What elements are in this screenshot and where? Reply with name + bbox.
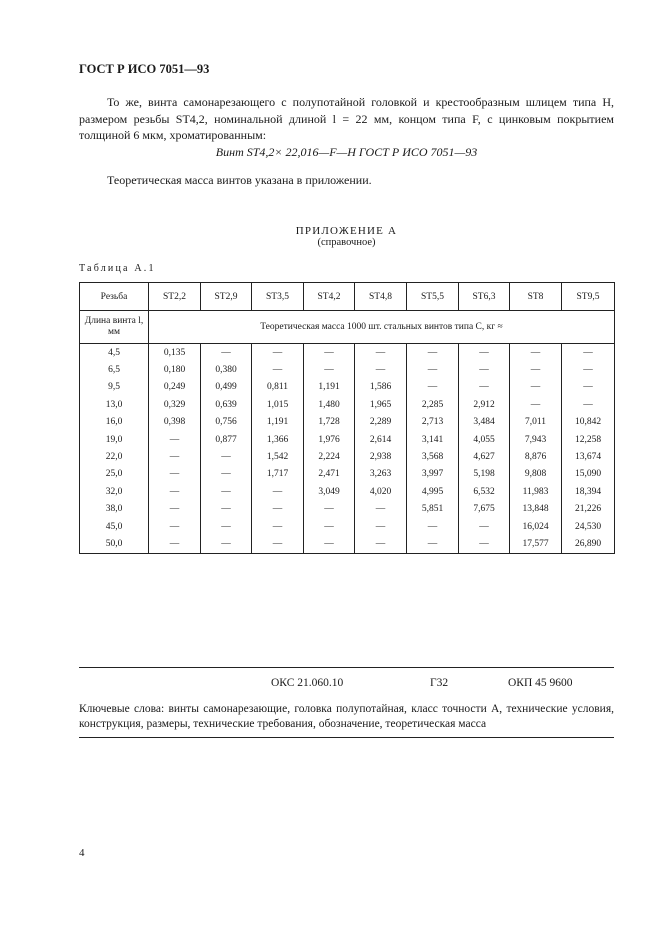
mass-cell: — — [510, 379, 562, 396]
mass-cell: 0,398 — [149, 414, 201, 431]
mass-cell: — — [149, 501, 201, 518]
mass-cell: 7,011 — [510, 414, 562, 431]
thread-column-header: ST2,9 — [201, 283, 252, 311]
table-row — [80, 414, 615, 431]
mass-cell: — — [459, 379, 510, 396]
table-row — [80, 448, 615, 465]
mass-cell: — — [149, 448, 201, 465]
mass-cell: 0,877 — [201, 431, 252, 448]
mass-cell: 1,366 — [252, 431, 304, 448]
table-row — [80, 535, 615, 553]
mass-cell: — — [252, 501, 304, 518]
mass-cell: — — [355, 344, 407, 362]
mass-cell: 1,976 — [304, 431, 355, 448]
mass-cell: — — [252, 535, 304, 553]
mass-cell: 5,851 — [407, 501, 459, 518]
mass-cell: — — [149, 518, 201, 535]
mass-cell: 26,890 — [562, 535, 615, 553]
mass-cell: — — [355, 361, 407, 378]
thread-size-header: Резьба — [80, 283, 149, 311]
mass-cell: 18,394 — [562, 483, 615, 500]
length-cell: 19,0 — [80, 431, 149, 448]
appendix-reference-note: Теоретическая масса винтов указана в приложении. — [107, 173, 372, 187]
length-cell: 38,0 — [80, 501, 149, 518]
mass-cell: 1,480 — [304, 396, 355, 413]
mass-cell: — — [304, 344, 355, 362]
mass-cell: — — [252, 361, 304, 378]
table-row — [80, 344, 615, 362]
table-row — [80, 501, 615, 518]
length-cell: 9,5 — [80, 379, 149, 396]
mass-cell: 0,499 — [201, 379, 252, 396]
mass-cell: — — [355, 501, 407, 518]
table-row — [80, 379, 615, 396]
mass-cell: — — [201, 501, 252, 518]
mass-cell: — — [510, 361, 562, 378]
mass-cell: — — [201, 448, 252, 465]
mass-cell: — — [201, 518, 252, 535]
mass-cell: 13,674 — [562, 448, 615, 465]
mass-cell: — — [562, 344, 615, 362]
mass-cell: — — [304, 518, 355, 535]
designation-formula: Винт ST4,2× 22,016—F—H ГОСТ Р ИСО 7051—93 — [215, 145, 478, 159]
length-cell: 32,0 — [80, 483, 149, 500]
appendix-title: ПРИЛОЖЕНИЕ А — [295, 225, 398, 237]
mass-cell: 21,226 — [562, 501, 615, 518]
mass-cell: — — [201, 344, 252, 362]
mass-cell: — — [510, 344, 562, 362]
mass-cell: 0,329 — [149, 396, 201, 413]
oks-code: ОКС 21.060.10 — [271, 677, 344, 689]
mass-cell: 4,995 — [407, 483, 459, 500]
mass-cell: 1,728 — [304, 414, 355, 431]
mass-cell: — — [149, 535, 201, 553]
length-cell: 16,0 — [80, 414, 149, 431]
footer-bottom-rule — [79, 737, 614, 738]
length-cell: 45,0 — [80, 518, 149, 535]
mass-cell: — — [252, 518, 304, 535]
thread-column-header: ST4,8 — [355, 283, 407, 311]
thread-column-header: ST4,2 — [304, 283, 355, 311]
mass-cell: — — [459, 518, 510, 535]
length-cell: 50,0 — [80, 535, 149, 553]
length-cell: 4,5 — [80, 344, 149, 362]
mass-cell: 0,135 — [149, 344, 201, 362]
table-subheader-row — [80, 311, 615, 344]
mass-cell: 0,249 — [149, 379, 201, 396]
mass-cell: 2,614 — [355, 431, 407, 448]
mass-cell: — — [407, 344, 459, 362]
mass-cell: 1,965 — [355, 396, 407, 413]
mass-cell: 10,842 — [562, 414, 615, 431]
mass-cell: 3,484 — [459, 414, 510, 431]
mass-cell: — — [304, 361, 355, 378]
mass-cell: 2,713 — [407, 414, 459, 431]
mass-cell: — — [510, 396, 562, 413]
mass-cell: — — [304, 535, 355, 553]
mass-cell: 2,224 — [304, 448, 355, 465]
mass-cell: 1,542 — [252, 448, 304, 465]
mass-cell: 4,020 — [355, 483, 407, 500]
mass-cell: — — [407, 518, 459, 535]
mass-cell: — — [201, 466, 252, 483]
mass-cell: 15,090 — [562, 466, 615, 483]
page-number: 4 — [79, 847, 85, 859]
mass-cell: — — [407, 379, 459, 396]
mass-cell: — — [459, 344, 510, 362]
mass-cell: 1,717 — [252, 466, 304, 483]
mass-cell: 4,055 — [459, 431, 510, 448]
table-row — [80, 431, 615, 448]
mass-cell: 8,876 — [510, 448, 562, 465]
mass-span-header: Теоретическая масса 1000 шт. стальных винтов типа C, кг ≈ — [149, 311, 615, 344]
mass-cell: 0,180 — [149, 361, 201, 378]
thread-column-header: ST3,5 — [252, 283, 304, 311]
mass-cell: 0,811 — [252, 379, 304, 396]
designation-paragraph: То же, винта самонарезающего с полупотайной головкой и крестообразным шлицем типа H, размером резьбы ST4,2, номинальной длиной l = 22 мм, концом типа F, с цинковым покрытием толщиной 6 мкм, хроматированным: — [79, 95, 614, 142]
mass-cell: 6,532 — [459, 483, 510, 500]
mass-cell: 4,627 — [459, 448, 510, 465]
length-cell: 6,5 — [80, 361, 149, 378]
mass-cell: 17,577 — [510, 535, 562, 553]
mass-cell: — — [562, 379, 615, 396]
mass-cell: 3,568 — [407, 448, 459, 465]
mass-cell: — — [407, 535, 459, 553]
thread-column-header: ST8 — [510, 283, 562, 311]
mass-cell: — — [407, 361, 459, 378]
length-cell: 13,0 — [80, 396, 149, 413]
mass-cell: 11,983 — [510, 483, 562, 500]
mass-cell: 13,848 — [510, 501, 562, 518]
mass-cell: 5,198 — [459, 466, 510, 483]
mass-table — [79, 282, 615, 554]
mass-cell: 0,756 — [201, 414, 252, 431]
mass-cell: 1,586 — [355, 379, 407, 396]
thread-column-header: ST9,5 — [562, 283, 615, 311]
mass-cell: 2,471 — [304, 466, 355, 483]
table-column-header-row — [80, 283, 615, 311]
mass-cell: — — [201, 535, 252, 553]
keywords: Ключевые слова: винты самонарезающие, головка полупотайная, класс точности А, технические условия, конструкция, размеры, технические требования, обозначение, теоретическая масса — [79, 703, 614, 730]
thread-column-header: ST6,3 — [459, 283, 510, 311]
mass-cell: 24,530 — [562, 518, 615, 535]
mass-cell: 3,997 — [407, 466, 459, 483]
mass-cell: 1,015 — [252, 396, 304, 413]
table-row — [80, 396, 615, 413]
length-header: Длина винта l, мм — [80, 311, 149, 344]
mass-cell: 16,024 — [510, 518, 562, 535]
length-cell: 22,0 — [80, 448, 149, 465]
mass-cell: — — [149, 483, 201, 500]
mass-cell: 2,912 — [459, 396, 510, 413]
mass-cell: 7,943 — [510, 431, 562, 448]
mass-cell: — — [149, 431, 201, 448]
table-body — [80, 344, 615, 554]
group-code: Г32 — [430, 677, 449, 689]
mass-cell: 7,675 — [459, 501, 510, 518]
mass-cell: — — [252, 483, 304, 500]
table-row — [80, 483, 615, 500]
mass-cell: — — [149, 466, 201, 483]
mass-cell: — — [459, 535, 510, 553]
mass-cell: 3,141 — [407, 431, 459, 448]
mass-cell: 1,191 — [252, 414, 304, 431]
mass-cell: — — [355, 535, 407, 553]
mass-cell: 0,639 — [201, 396, 252, 413]
mass-cell: 9,808 — [510, 466, 562, 483]
mass-cell: — — [562, 361, 615, 378]
okp-code: ОКП 45 9600 — [508, 677, 573, 689]
document-header: ГОСТ Р ИСО 7051—93 — [79, 62, 210, 76]
mass-cell: 2,289 — [355, 414, 407, 431]
appendix-subtitle: (справочное) — [317, 237, 376, 248]
mass-cell: — — [304, 501, 355, 518]
table-row — [80, 361, 615, 378]
mass-cell: — — [355, 518, 407, 535]
mass-cell: 2,285 — [407, 396, 459, 413]
table-row — [80, 518, 615, 535]
mass-cell: — — [252, 344, 304, 362]
mass-cell: 2,938 — [355, 448, 407, 465]
table-row — [80, 466, 615, 483]
mass-cell: 0,380 — [201, 361, 252, 378]
mass-cell: 1,191 — [304, 379, 355, 396]
mass-cell: 3,049 — [304, 483, 355, 500]
length-cell: 25,0 — [80, 466, 149, 483]
mass-cell: 3,263 — [355, 466, 407, 483]
mass-cell: — — [459, 361, 510, 378]
footer-top-rule — [79, 667, 614, 668]
mass-cell: — — [201, 483, 252, 500]
table-caption: Таблица А.1 — [79, 263, 156, 274]
mass-cell: — — [562, 396, 615, 413]
mass-cell: 12,258 — [562, 431, 615, 448]
thread-column-header: ST2,2 — [149, 283, 201, 311]
thread-column-header: ST5,5 — [407, 283, 459, 311]
